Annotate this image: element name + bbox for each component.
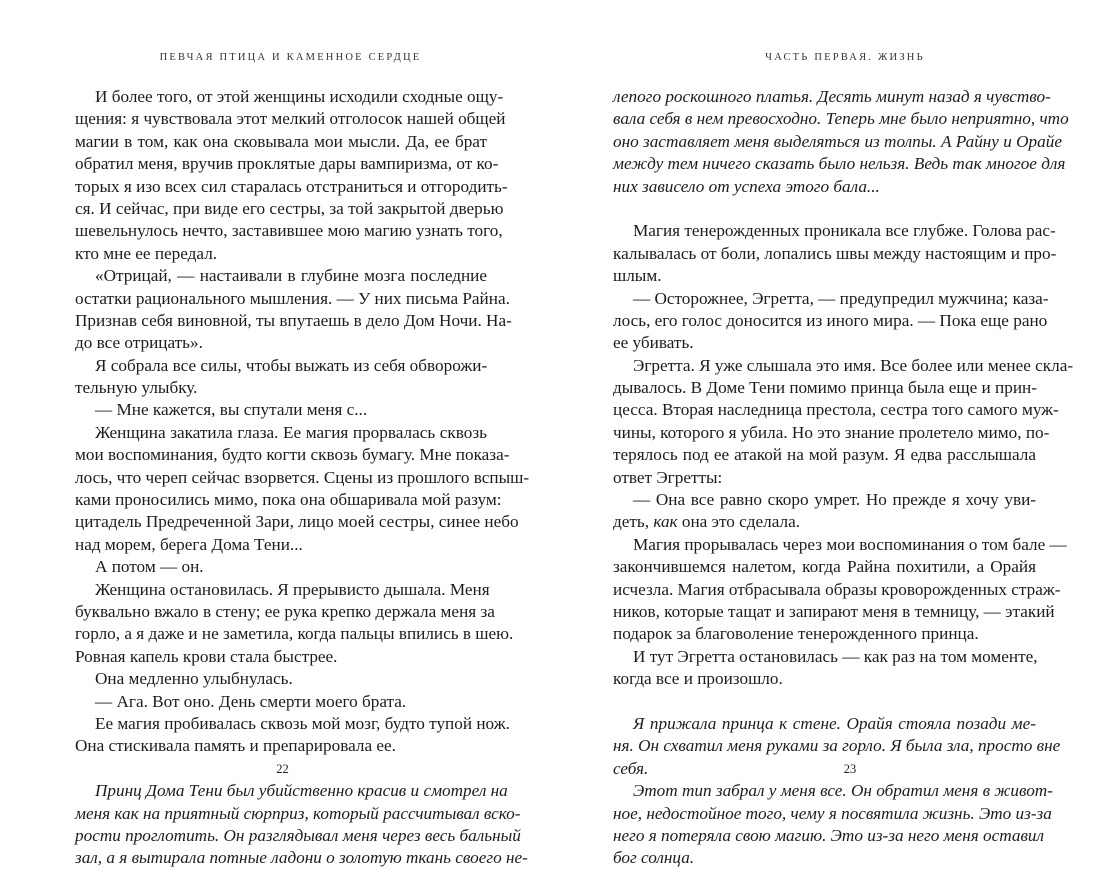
text-line: ся. И сейчас, при виде его сестры, за той закрытой дверью (75, 198, 504, 218)
text-line: меня как на приятный сюрприз, который рассчитывал вско- (75, 803, 521, 823)
text-line: цесса. Вторая наследница престола, сестра того самого муж- (613, 400, 1059, 420)
text-line: Я собрала все силы, чтобы выжать из себя обворожи- (95, 355, 488, 375)
text-line: Женщина остановилась. Я прерывисто дышала. Меня (95, 579, 490, 599)
text-line: буквально вжало в стену; ее рука крепко держала меня за (75, 601, 495, 621)
text-line: Ровная капель крови стала быстрее. (75, 646, 338, 666)
section-break (613, 198, 1036, 220)
text-line: Женщина закатила глаза. Ее магия прорвалась сквозь (95, 422, 487, 442)
text-line: — Мне кажется, вы спутали меня с... (95, 400, 368, 420)
text-run: она это сделала. (677, 512, 801, 532)
page-number: 22 (276, 762, 289, 776)
text-line: — Осторожнее, Эгретта, — предупредил мужчина; каза- (633, 288, 1049, 308)
text-line: Признав себя виновной, ты впутаешь в дело Дом Ночи. На- (75, 310, 512, 330)
text-line: мои воспоминания, будто когти сквозь бумагу. Мне показа- (75, 445, 510, 465)
left-page (0, 0, 550, 868)
text-line: Эгретта. Я уже слышала это имя. Все более или менее скла- (633, 355, 1074, 375)
text-line: ее убивать. (613, 333, 694, 353)
running-head-book-title: ПЕВЧАЯ ПТИЦА И КАМЕННОЕ СЕРДЦЕ (159, 52, 422, 63)
text-line: Она стискивала память и препарировала ее. (75, 736, 396, 756)
text-line: бог солнца. (613, 848, 695, 868)
text-line: рости проглотить. Он разглядывал меня через весь бальный (75, 825, 521, 845)
text-line: лепого роскошного платья. Десять минут назад я чувство- (613, 87, 1051, 106)
text-line: ня. Он схватил меня руками за горло. Я была зла, просто вне (613, 736, 1061, 756)
text-line: шевельнулось нечто, заставившее мою магию узнать того, (75, 221, 503, 241)
text-line: И более того, от этой женщины исходили сходные ощу- (95, 87, 504, 106)
text-line: вала себя в нем превосходно. Теперь мне было неприятно, что (613, 109, 1069, 129)
text-line: лось, его голос доносится из иного мира. — Пока еще рано (613, 310, 1048, 330)
text-line: тельную улыбку. (75, 378, 198, 398)
text-line: «Отрицай, — настаивали в глубине мозга последние (95, 266, 487, 286)
text-line: торых я изо всех сил старалась отстраниться и отгородить- (75, 176, 508, 196)
text-line: — Она все равно скоро умрет. Но прежде я хочу уви- (633, 490, 1036, 510)
text-line: — Ага. Вот оно. День смерти моего брата. (95, 691, 407, 711)
text-line: между тем ничего сказать было нельзя. Ведь так многое для (613, 154, 1066, 174)
text-line: остатки рационального мышления. — У них письма Райна. (75, 288, 510, 308)
text-line: исчезла. Магия отбрасывала образы кроворожденных страж- (613, 579, 1061, 599)
text-line: них зависело от успеха этого бала... (613, 176, 880, 196)
text-line: Принц Дома Тени был убийственно красив и смотрел на (95, 781, 508, 801)
text-line: щения: я чувствовала этот мелкий отголосок нашей общей (75, 109, 506, 129)
body-text (613, 86, 1074, 870)
text-line: магии в том, как она сковывала мои мысли. Да, ее брат (75, 131, 487, 151)
text-line: оно заставляет меня выделяться из толпы. А Райну и Орайе (613, 131, 1062, 151)
text-line: кто мне ее передал. (75, 243, 218, 263)
page-number: 23 (843, 762, 857, 776)
text-line: Этот тип забрал у меня все. Он обратил меня в живот- (633, 781, 1053, 801)
text-line: шлым. (613, 266, 662, 286)
text-line: когда все и произошло. (613, 669, 783, 689)
text-line: дывалось. В Доме Тени помимо принца была еще и прин- (613, 378, 1037, 398)
text-line: калывалась от боли, лопались швы между настоящим и про- (613, 243, 1057, 263)
text-line: Я прижала принца к стене. Орайя стояла позади ме- (633, 713, 1036, 733)
text-line: Она медленно улыбнулась. (95, 669, 293, 689)
text-line: чины, которого я убила. Но это знание пролетело мимо, по- (613, 422, 1050, 442)
text-line: подарок за благоволение тенерожденного принца. (613, 624, 979, 644)
text-line: закончившемся налетом, когда Райна похитили, а Орайя (613, 557, 1036, 577)
text-line (613, 511, 1036, 533)
text-line: А потом — он. (95, 557, 204, 577)
text-line: него я потеряла свою магию. Это из-за него меня оставил (613, 825, 1044, 845)
running-head-part-title: ЧАСТЬ ПЕРВАЯ. ЖИЗНЬ (765, 52, 925, 63)
text-line: лось, что череп сейчас взорвется. Сцены из прошлого вспыш- (75, 467, 530, 487)
text-line: Ее магия пробивалась сквозь мой мозг, будто тупой нож. (95, 713, 510, 733)
emphasis: как (653, 512, 678, 532)
text-line: цитадель Предреченной Зари, лицо моей сестры, синее небо (75, 512, 519, 532)
text-line: до все отрицать». (75, 333, 203, 353)
text-line: Магия тенерожденных проникала все глубже. Голова рас- (633, 221, 1056, 241)
text-line: горло, а я даже и не заметила, когда пальцы впились в шею. (75, 624, 514, 644)
text-run: деть, (613, 512, 654, 532)
text-line: себя. (613, 758, 649, 778)
text-line: ное, недостойное того, чему я посвятила жизнь. Это из-за (613, 803, 1052, 823)
text-line: терялось под ее атакой на мой разум. Я едва расслышала (613, 445, 1036, 465)
body-text (75, 86, 530, 870)
text-line: ответ Эгретты: (613, 467, 723, 487)
text-line: обратил меня, вручив проклятые дары вампиризма, от ко- (75, 154, 499, 174)
text-line: ками проносились мимо, пока она обшаривала мой разум: (75, 490, 502, 510)
text-line: зал, а я вытирала потные ладони о золотую ткань своего не- (75, 848, 528, 868)
text-line: ников, которые тащат и запирают меня в темницу, — этакий (613, 601, 1055, 621)
text-line: И тут Эгретта остановилась — как раз на том моменте, (633, 646, 1038, 666)
section-break (613, 691, 1036, 713)
text-line: Магия прорывалась через мои воспоминания о том бале — (633, 534, 1067, 554)
right-page (550, 0, 1100, 868)
text-line: над морем, берега Дома Тени... (75, 534, 303, 554)
